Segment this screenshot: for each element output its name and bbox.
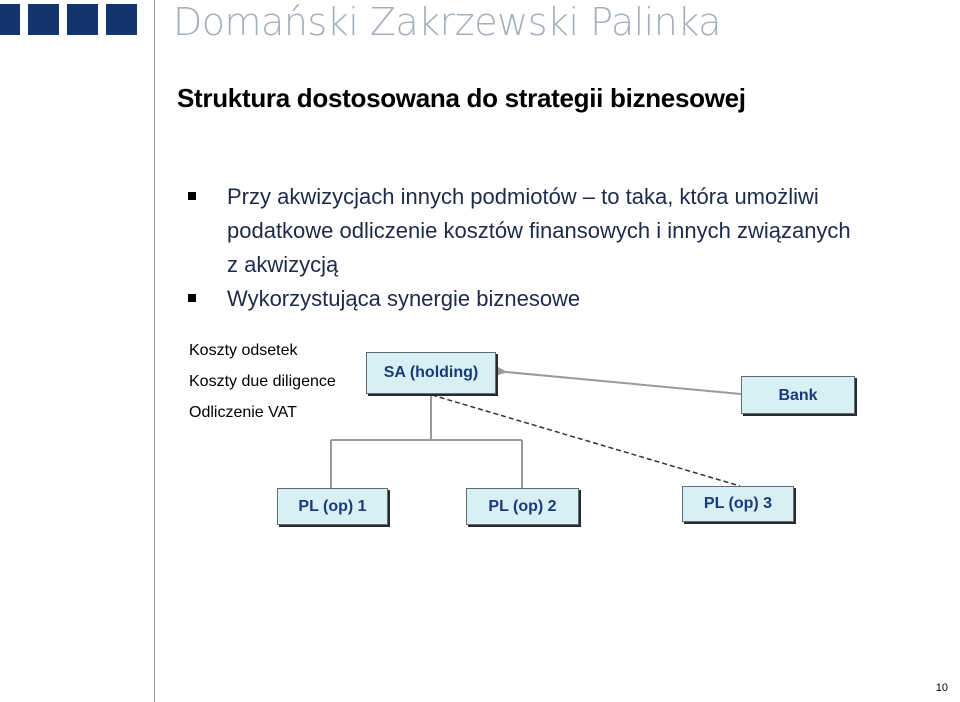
- subsidiary-label: PL (op) 3: [703, 495, 773, 512]
- bullet-line: Wykorzystująca synergie biznesowe: [227, 286, 581, 311]
- bank-label: Bank: [778, 387, 818, 404]
- bullet-line: Przy akwizycjach innych podmiotów – to taka, która umożliwi: [227, 184, 819, 209]
- slide-title: Struktura dostosowana do strategii biznesowej: [177, 83, 746, 113]
- cost-item: Odliczenie VAT: [189, 404, 297, 421]
- bank-box: [741, 376, 855, 414]
- cost-item: Koszty odsetek: [189, 342, 298, 359]
- bank-arrow: [506, 372, 741, 394]
- page-number: 10: [935, 682, 948, 694]
- bullet-line: podatkowe odliczenie kosztów finansowych i innych związanych: [227, 218, 851, 243]
- brand-name: Domański Zakrzewski Palinka: [173, 0, 721, 44]
- subsidiary-label: PL (op) 2: [488, 498, 557, 515]
- cost-item: Koszty due diligence: [189, 373, 336, 390]
- holding-label: SA (holding): [383, 364, 479, 381]
- subsidiary-box: [682, 486, 794, 522]
- bullet-line: z akwizycją: [227, 252, 339, 277]
- subsidiary-label: PL (op) 1: [298, 498, 367, 515]
- holding-box: [366, 352, 496, 394]
- subsidiary-box: [466, 488, 579, 525]
- subsidiary-box: [277, 488, 388, 525]
